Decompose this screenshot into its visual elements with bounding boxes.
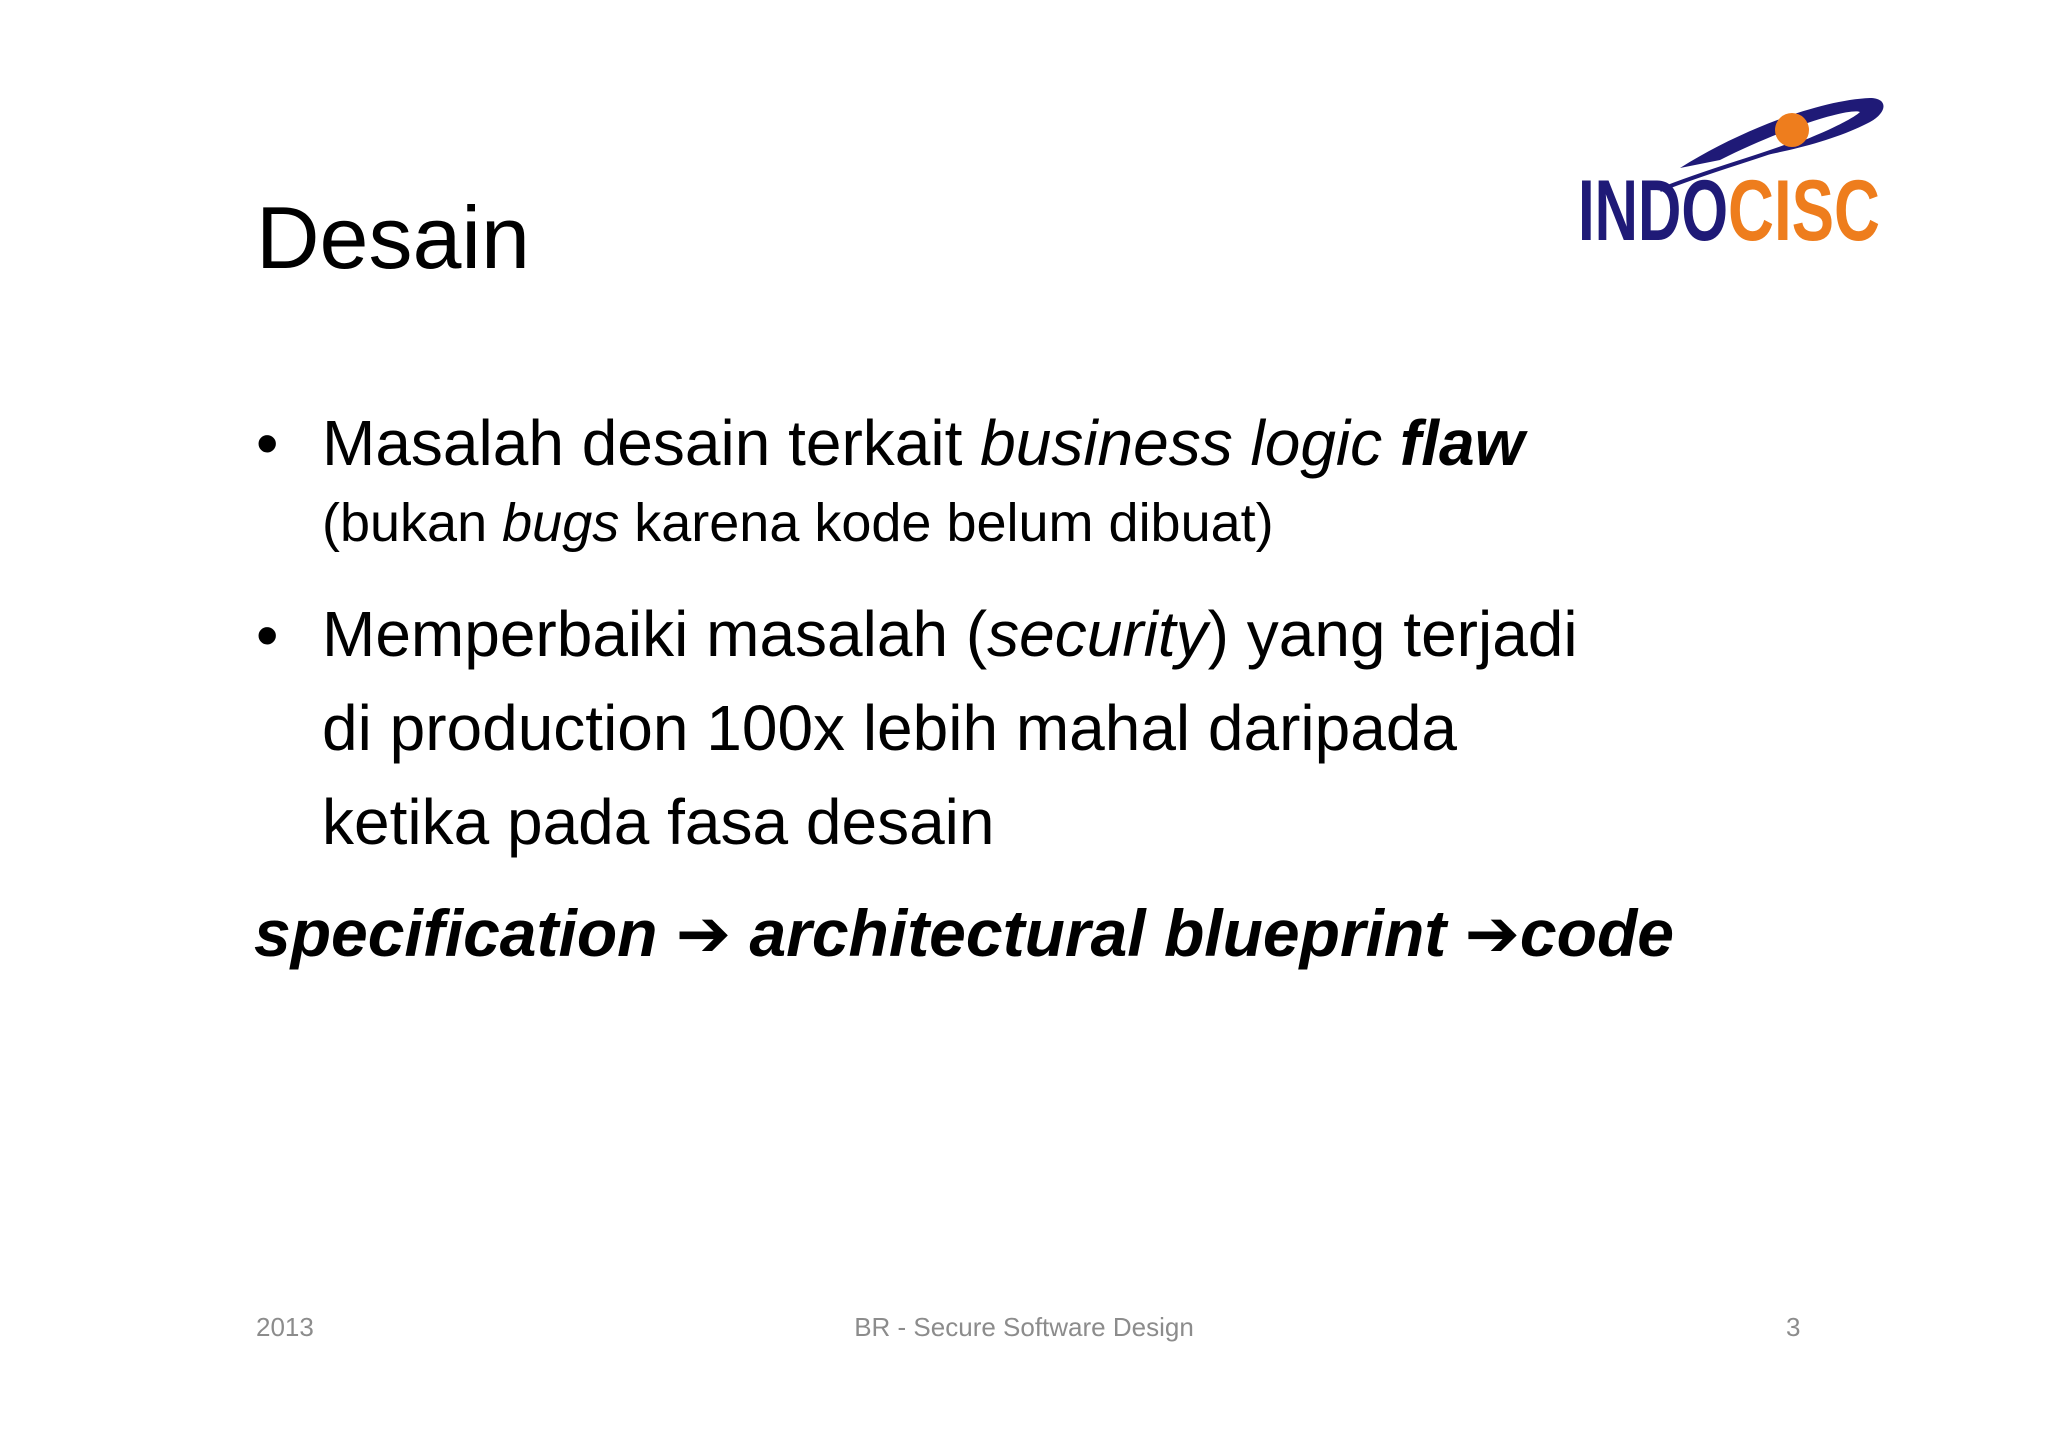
- bullet-2-line-3: ketika pada fasa desain: [322, 786, 995, 858]
- bullet-2-italic: security: [987, 598, 1208, 670]
- bullet-1-plain: Masalah desain terkait: [322, 407, 981, 479]
- bullet-2-plain-2: ) yang terjadi: [1207, 598, 1578, 670]
- bullet-1-sub-plain: (bukan: [322, 493, 503, 553]
- svg-text:CISC: CISC: [1728, 163, 1880, 250]
- bullet-2-plain: Memperbaiki masalah (: [322, 598, 988, 670]
- flow-step-blueprint: architectural blueprint: [749, 896, 1447, 970]
- footer-year: 2013: [256, 1312, 314, 1342]
- bullet-1-sub-plain-2: karena kode belum dibuat): [619, 493, 1274, 553]
- bullet-list: [256, 395, 1856, 869]
- bullet-1-text: [322, 395, 1856, 491]
- flow-step-code: code: [1519, 896, 1674, 970]
- indocisc-logo: [1570, 90, 1890, 250]
- page-number: 3: [1786, 1312, 1801, 1342]
- flow-step-specification: specification: [254, 896, 658, 970]
- slide-title: Desain: [256, 188, 530, 287]
- arrow-right-icon: ➔: [1464, 896, 1520, 970]
- bullet-1-italic: business logic: [980, 407, 1400, 479]
- bullet-item-2: [256, 587, 1856, 869]
- bullet-1-subtext: [322, 487, 1856, 559]
- bullet-1-sub-italic: bugs: [502, 493, 620, 553]
- bullet-1-bold-italic: flaw: [1399, 407, 1525, 479]
- arrow-right-icon: ➔: [675, 896, 732, 970]
- bullet-2-line-2: di production 100x lebih mahal daripada: [322, 692, 1457, 764]
- bullet-symbol: •: [256, 407, 279, 479]
- bullet-2-line-1: [322, 587, 1856, 681]
- bullet-symbol: •: [256, 599, 279, 671]
- design-flow-line: [254, 885, 1674, 981]
- footer-title: BR - Secure Software Design: [854, 1312, 1194, 1342]
- bullet-item-1: [256, 395, 1856, 559]
- svg-text:INDO: INDO: [1578, 163, 1728, 250]
